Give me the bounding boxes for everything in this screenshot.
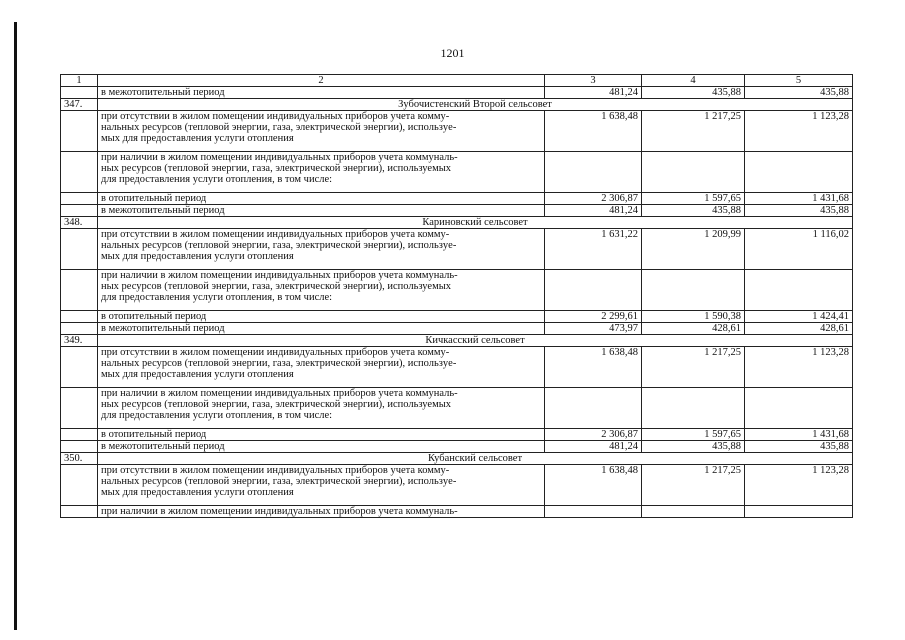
description-line: для предоставления услуги отопления, в том числе:: [101, 410, 333, 421]
value-col4: 1 209,99: [642, 229, 745, 270]
row-description: в отопительный период: [98, 311, 545, 323]
scan-edge-bar: [14, 22, 17, 630]
tariff-table-body: [61, 75, 853, 518]
description-line: при наличии в жилом помещении индивидуальных приборов учета коммуналь-: [101, 270, 458, 281]
value-col5: 435,88: [745, 87, 853, 99]
value-col5: [745, 270, 853, 311]
section-row: [61, 99, 853, 111]
value-col4: 1 217,25: [642, 111, 745, 152]
description-line: мых для предоставления услуги отопления: [101, 487, 294, 498]
description-line: мых для предоставления услуги отопления: [101, 251, 294, 262]
tariff-table: [60, 74, 853, 518]
value-col4: [642, 152, 745, 193]
value-col4: 1 217,25: [642, 347, 745, 388]
table-row: [61, 193, 853, 205]
row-description: в межотопительный период: [98, 441, 545, 453]
value-col5: 1 116,02: [745, 229, 853, 270]
table-row: [61, 388, 853, 429]
section-row: [61, 217, 853, 229]
row-description: [98, 270, 545, 311]
value-col4: 435,88: [642, 87, 745, 99]
header-row: [61, 75, 853, 87]
row-number: [61, 347, 98, 388]
description-line: ных ресурсов (тепловой энергии, газа, электрической энергии), используемых: [101, 399, 452, 410]
value-col4: 1 217,25: [642, 465, 745, 506]
value-col4: [642, 388, 745, 429]
row-description: [98, 465, 545, 506]
row-number: 350.: [61, 453, 98, 465]
row-number: [61, 388, 98, 429]
description-line: нальных ресурсов (тепловой энергии, газа, электрической энергии), использye-: [101, 122, 457, 133]
header-cell: 3: [545, 75, 642, 87]
row-description: [98, 111, 545, 152]
row-number: [61, 205, 98, 217]
table-row: [61, 465, 853, 506]
row-number: [61, 441, 98, 453]
value-col5: 428,61: [745, 323, 853, 335]
description-line: нальных ресурсов (тепловой энергии, газа, электрической энергии), использye-: [101, 358, 457, 369]
value-col3: 1 638,48: [545, 347, 642, 388]
value-col3: 481,24: [545, 87, 642, 99]
value-col5: [745, 506, 853, 518]
section-title: Зубочистенский Второй сельсовет: [98, 99, 853, 111]
value-col3: [545, 270, 642, 311]
row-description: [98, 347, 545, 388]
row-number: [61, 323, 98, 335]
row-number: [61, 193, 98, 205]
row-number: [61, 465, 98, 506]
value-col5: 1 123,28: [745, 347, 853, 388]
description-line: для предоставления услуги отопления, в том числе:: [101, 174, 333, 185]
value-col5: 1 424,41: [745, 311, 853, 323]
value-col3: 2 306,87: [545, 429, 642, 441]
value-col4: 1 597,65: [642, 429, 745, 441]
header-cell: 2: [98, 75, 545, 87]
value-col3: 1 631,22: [545, 229, 642, 270]
description-line: для предоставления услуги отопления, в том числе:: [101, 292, 333, 303]
description-line: нальных ресурсов (тепловой энергии, газа, электрической энергии), использye-: [101, 476, 457, 487]
table-row: [61, 311, 853, 323]
description-line: ных ресурсов (тепловой энергии, газа, электрической энергии), используемых: [101, 163, 452, 174]
description-line: мых для предоставления услуги отопления: [101, 369, 294, 380]
header-cell: 4: [642, 75, 745, 87]
section-title: Кубанский сельсовет: [98, 453, 853, 465]
table-row: [61, 152, 853, 193]
row-number: [61, 152, 98, 193]
value-col5: 435,88: [745, 205, 853, 217]
value-col5: [745, 152, 853, 193]
table-row: [61, 429, 853, 441]
value-col5: 435,88: [745, 441, 853, 453]
value-col4: [642, 506, 745, 518]
row-number: 349.: [61, 335, 98, 347]
description-line: при наличии в жилом помещении индивидуальных приборов учета коммуналь-: [101, 152, 458, 163]
section-row: [61, 453, 853, 465]
value-col3: [545, 506, 642, 518]
row-number: [61, 87, 98, 99]
row-number: 347.: [61, 99, 98, 111]
row-description: [98, 152, 545, 193]
row-description: в межотопительный период: [98, 205, 545, 217]
row-number: [61, 229, 98, 270]
row-number: [61, 270, 98, 311]
description-line: мых для предоставления услуги отопления: [101, 133, 294, 144]
table-row: [61, 229, 853, 270]
value-col3: [545, 388, 642, 429]
header-cell: 1: [61, 75, 98, 87]
header-cell: 5: [745, 75, 853, 87]
value-col5: 1 123,28: [745, 111, 853, 152]
value-col3: [545, 152, 642, 193]
description-line: при отсутствии в жилом помещении индивидуальных приборов учета комму-: [101, 347, 450, 358]
row-description: при наличии в жилом помещении индивидуальных приборов учета коммуналь-: [98, 506, 545, 518]
description-line: ных ресурсов (тепловой энергии, газа, электрической энергии), используемых: [101, 281, 452, 292]
row-number: [61, 506, 98, 518]
table-row: [61, 205, 853, 217]
description-line: при наличии в жилом помещении индивидуальных приборов учета коммуналь-: [101, 388, 458, 399]
value-col3: 481,24: [545, 205, 642, 217]
row-description: в межотопительный период: [98, 323, 545, 335]
section-title: Кариновский сельсовет: [98, 217, 853, 229]
value-col4: [642, 270, 745, 311]
table-row: [61, 323, 853, 335]
row-description: в отопительный период: [98, 429, 545, 441]
table-row: [61, 506, 853, 518]
value-col5: 1 123,28: [745, 465, 853, 506]
value-col5: 1 431,68: [745, 193, 853, 205]
table-row: [61, 111, 853, 152]
value-col3: 2 299,61: [545, 311, 642, 323]
value-col5: [745, 388, 853, 429]
value-col3: 481,24: [545, 441, 642, 453]
section-row: [61, 335, 853, 347]
description-line: нальных ресурсов (тепловой энергии, газа, электрической энергии), использye-: [101, 240, 457, 251]
value-col3: 1 638,48: [545, 111, 642, 152]
row-number: [61, 111, 98, 152]
value-col4: 435,88: [642, 205, 745, 217]
row-description: [98, 229, 545, 270]
page-number: 1201: [440, 46, 465, 60]
section-title: Кичкасский сельсовет: [98, 335, 853, 347]
value-col4: 1 590,38: [642, 311, 745, 323]
row-description: в отопительный период: [98, 193, 545, 205]
row-description: в межотопительный период: [98, 87, 545, 99]
value-col4: 428,61: [642, 323, 745, 335]
table-row: [61, 87, 853, 99]
row-number: [61, 311, 98, 323]
row-description: [98, 388, 545, 429]
description-line: при отсутствии в жилом помещении индивидуальных приборов учета комму-: [101, 465, 450, 476]
value-col3: 473,97: [545, 323, 642, 335]
value-col3: 2 306,87: [545, 193, 642, 205]
value-col4: 1 597,65: [642, 193, 745, 205]
description-line: при отсутствии в жилом помещении индивидуальных приборов учета комму-: [101, 111, 450, 122]
value-col4: 435,88: [642, 441, 745, 453]
description-line: при отсутствии в жилом помещении индивидуальных приборов учета комму-: [101, 229, 450, 240]
row-number: 348.: [61, 217, 98, 229]
value-col5: 1 431,68: [745, 429, 853, 441]
row-number: [61, 429, 98, 441]
table-row: [61, 441, 853, 453]
table-row: [61, 347, 853, 388]
table-row: [61, 270, 853, 311]
value-col3: 1 638,48: [545, 465, 642, 506]
